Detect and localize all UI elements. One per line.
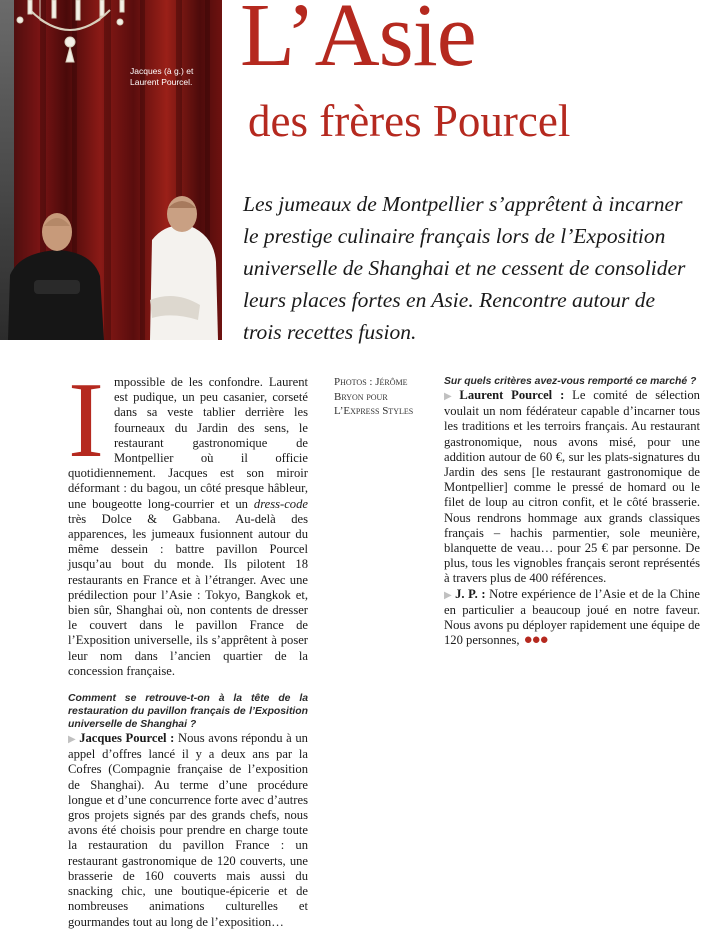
article-subtitle: des frères Pourcel (248, 96, 571, 146)
continue-dots-icon: ●●● (523, 632, 548, 649)
speaker-laurent: Laurent Pourcel : (459, 388, 565, 402)
credits-line: L’Express Styles (334, 405, 414, 417)
column-1 (68, 361, 308, 930)
answer-2 (444, 388, 700, 587)
dress-code-term: dress-code (253, 496, 308, 511)
photo-caption (130, 66, 216, 88)
question-2: Sur quels critères avez-vous remporté ce marché ? (444, 376, 697, 387)
caption-line: Jacques (à g.) et (130, 66, 194, 76)
answer-1-text: Nous avons répondu à un appel d’offres lancé il y a deux ans par la Cofres (Compagnie française de l’exposition de Shanghai). Au terme d’une procédure longue et d’une concurrence forte avec d’autres gros projets signés par des grands chefs, nous avons été choisis pour prendre en charge toute la restauration du pavillon France : un restaurant gastronomique de 120 couverts, une brasserie de 160 couverts mais aussi du snacking chic, une boutique-épicerie et de nombreuses animations culturelles et gourmandes tout au long de l’exposition… (68, 731, 308, 929)
column-3 (444, 375, 700, 648)
drop-cap: I (68, 361, 104, 480)
credits-line: Bryon pour (334, 390, 388, 403)
intro-text-end: très Dolce & Gabbana. Au-delà des apparences, les jumeaux fusionnent autour du même dessein : battre pavillon Pourcel jusqu’au bout du monde. Ils pilotent 18 restaurants en France et à l’étranger. Avec une prédilection pour l’Asie : Tokyo, Bangkok et, bien sûr, Shanghai où, non contents de dresser le couvert dans le pavillon France de l’Exposition universelle, ils s’apprêtent à poser leur nom dans l’ancien quartier de la concession française. (68, 511, 308, 678)
triangle-bullet-icon: ▶ (444, 391, 457, 402)
question-1: Comment se retrouve-t-on à la tête de la restauration du pavillon français de l’Exposition universelle de Shanghai ? (68, 693, 308, 731)
intro-paragraph (68, 361, 308, 679)
answer-3-text: Notre expérience de l’Asie et de la Chine en particulier a beaucoup joué en notre faveur. Nous avons pu déployer rapidement une équipe de 120 personnes, (444, 586, 700, 648)
answer-3 (444, 587, 700, 649)
caption-line: Laurent Pourcel. (130, 77, 193, 87)
intro-text: mpossible de les confondre. Laurent est pudique, un peu casanier, corseté dans sa veste tablier derrière les fourneaux du Jardin des sens, le restaurant gastronomique de Montpellier où il officie quotidiennement. Jacques est son miroir déformant : du bagou, un côté presque hâbleur, une bougeotte long-courrier et un (68, 375, 308, 511)
jacques-figure-icon (8, 213, 104, 340)
photo-illustration (0, 0, 222, 340)
article-title: L’Asie (240, 0, 476, 85)
photo-credits (334, 375, 420, 419)
speaker-jacques: Jacques Pourcel : (79, 731, 175, 746)
article-lede: Les jumeaux de Montpellier s’apprêtent à incarner le prestige culinaire français lors de l’Exposition universelle de Shanghai et ne cessent de consolider leurs places fortes en Asie. Rencontre autour de trois recettes fusion. (243, 192, 686, 344)
speaker-jp: J. P. : (455, 586, 486, 601)
triangle-bullet-icon: ▶ (444, 589, 453, 601)
credits-line: Photos : Jérôme (334, 376, 408, 388)
answer-2-text: Le comité de sélection voulait un nom fédérateur capable d’incarner tous les traditions et les terroirs français. Au restaurant gastronomique, nous avons misé, pour une addition autour de 60 €, sur les plats-signatures du Jardin des sens [le restaurant gastronomique de Montpellier] comme le pressé de homard ou le filet de loup au citron confit, et le côté brasserie. Nous rendrons hommage aux grands classiques français – hachis parmentier, sole meunière, blanquette de veau… pour 25 € par personne. De plus, tous les vignobles français seront représentés à travers plus de 400 références. (444, 388, 700, 586)
photo-pourcel-brothers (0, 0, 222, 340)
answer-1-start (68, 731, 308, 930)
triangle-bullet-icon: ▶ (68, 734, 77, 746)
